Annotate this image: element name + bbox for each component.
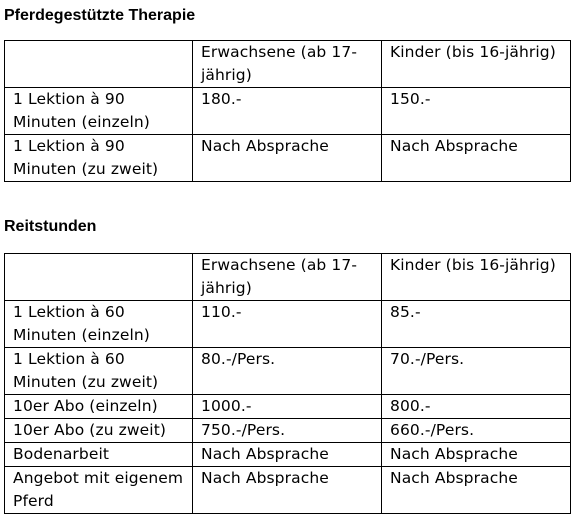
price-adult: 80.-/Pers. bbox=[193, 348, 382, 395]
section-title-therapie: Pferdegestützte Therapie bbox=[4, 7, 196, 24]
price-child: Nach Absprache bbox=[382, 443, 571, 467]
header-cell-empty bbox=[5, 41, 193, 88]
price-adult: Nach Absprache bbox=[193, 467, 382, 514]
row-label: 1 Lektion à 90 Minuten (zu zweit) bbox=[5, 135, 193, 182]
table-row bbox=[5, 395, 571, 419]
price-child: 150.- bbox=[382, 88, 571, 135]
price-adult: 180.- bbox=[193, 88, 382, 135]
price-adult: 110.- bbox=[193, 301, 382, 348]
price-adult: Nach Absprache bbox=[193, 135, 382, 182]
table-row bbox=[5, 301, 571, 348]
table-row bbox=[5, 135, 571, 182]
price-child: 660.-/Pers. bbox=[382, 419, 571, 443]
reitstunden-price-table bbox=[4, 253, 571, 514]
row-label: Angebot mit eigenem Pferd bbox=[5, 467, 193, 514]
table-header-row bbox=[5, 254, 571, 301]
table-row bbox=[5, 419, 571, 443]
row-label: 10er Abo (einzeln) bbox=[5, 395, 193, 419]
header-cell-erwachsene: Erwachsene (ab 17-jährig) bbox=[193, 254, 382, 301]
table-header-row bbox=[5, 41, 571, 88]
row-label: 1 Lektion à 90 Minuten (einzeln) bbox=[5, 88, 193, 135]
header-cell-empty bbox=[5, 254, 193, 301]
price-child: Nach Absprache bbox=[382, 135, 571, 182]
header-cell-kinder: Kinder (bis 16-jährig) bbox=[382, 254, 571, 301]
row-label: 10er Abo (zu zweit) bbox=[5, 419, 193, 443]
table-row bbox=[5, 467, 571, 514]
row-label: 1 Lektion à 60 Minuten (einzeln) bbox=[5, 301, 193, 348]
row-label: 1 Lektion à 60 Minuten (zu zweit) bbox=[5, 348, 193, 395]
row-label: Bodenarbeit bbox=[5, 443, 193, 467]
price-child: 800.- bbox=[382, 395, 571, 419]
price-adult: 750.-/Pers. bbox=[193, 419, 382, 443]
table-row bbox=[5, 443, 571, 467]
price-child: 85.- bbox=[382, 301, 571, 348]
price-adult: 1000.- bbox=[193, 395, 382, 419]
price-adult: Nach Absprache bbox=[193, 443, 382, 467]
table-row bbox=[5, 348, 571, 395]
section-title-reitstunden: Reitstunden bbox=[4, 218, 97, 235]
price-child: Nach Absprache bbox=[382, 467, 571, 514]
table-row bbox=[5, 88, 571, 135]
price-child: 70.-/Pers. bbox=[382, 348, 571, 395]
header-cell-erwachsene: Erwachsene (ab 17-jährig) bbox=[193, 41, 382, 88]
header-cell-kinder: Kinder (bis 16-jährig) bbox=[382, 41, 571, 88]
therapie-price-table bbox=[4, 40, 571, 182]
